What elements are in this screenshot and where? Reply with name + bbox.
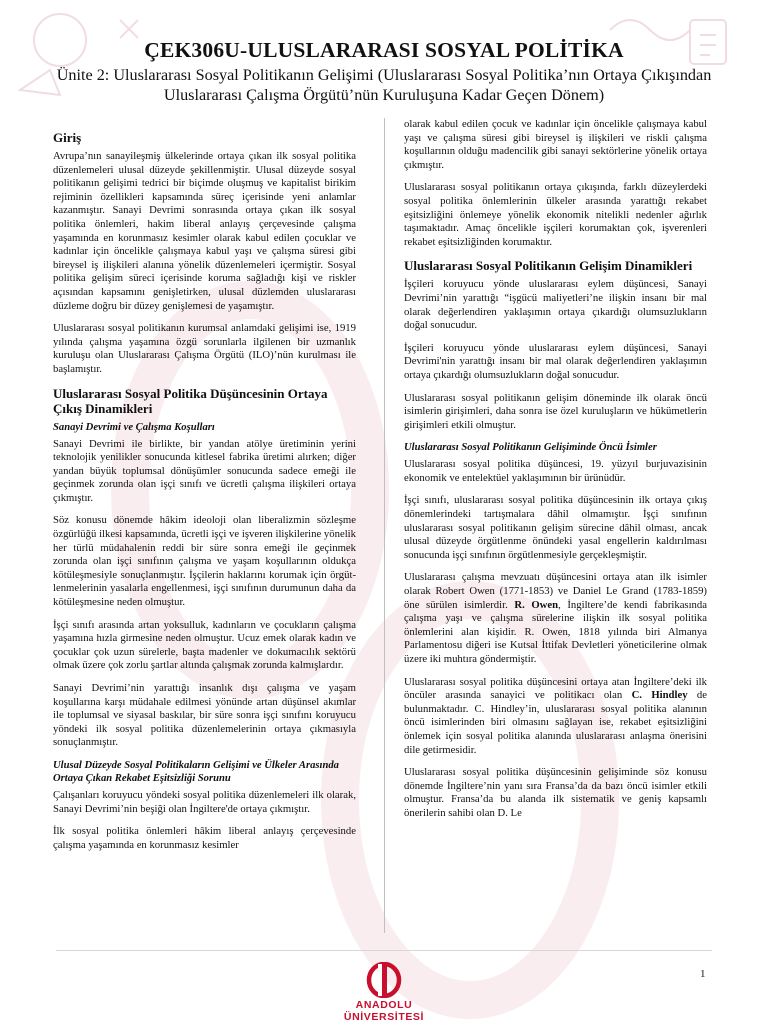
paragraph: olarak kabul edilen çocuk ve kadınlar için öncelikle çalışmaya kabul yaşı ve çalışma süresi gibi bireysel iş ilişkileri ve riskli çalışma koşullarının olduğu madencilik gibi sanayi sektörlerine yönelik ortaya çıkmıştır. bbox=[404, 118, 707, 171]
paragraph: İşçi sınıfı, uluslararası sosyal politika düşüncesinin ilk ortaya çıkış dönemlerindeki tartışmalara dâhil olmamıştır. İşçi sınıfının uluslararası sosyal politikanın gelişim sürecine dâhil olması, ancak ulusal düzeyde örgütlenme önündeki yasal engellerin kaldırılması sonucunda işçi sınıfının örgütlenmesiyle gerçekleşmiştir. bbox=[404, 494, 707, 561]
paragraph: Avrupa’nın sanayileşmiş ülkelerinde ortaya çıkan ilk sosyal politika düzenlemeleri ulusal düzeyde şekillenmiştir. Ulusal düzeyde sosyal politikanın gelişimi tedrici bir biçimde oluşmuş ve kapitalist birikim rejiminin özellikleri kapsamında süreç içerisinde yeni anlamlar kazanmıştır. Sanayi Devrimi sonrasında ortaya çıkan ilk sosyal politika önlemleri, hakim liberal anlayış çerçevesinde çalışma yaşamında en korunmasız kesimler olarak kabul edilen çocuklar ve kadınlar için öncelikle çalışmaya kabul yaşı ve çalışma süresi gibi bireysel iş ilişkileri alanına yönelik düzenlemeleri içermiştir. Sosyal politika gelişim süreci içerisinde koruma sağladığı kişi ve riskler açısından kapsamını genişletirken, ulusal düzlemden uluslararası düzleme doğru bir düzey genişlemesi de yaşamıştır. bbox=[53, 150, 356, 312]
paragraph: Sanayi Devrimi ile birlikte, bir yandan atölye üretiminin yerini teknolojik yenilikler sonucunda kitlesel fabrika üretimi alırken; diğer yandan büyük toplumsal dönüşümler sonucunda sadece emeği ile geçinmek zorunda olan işçi sınıfı ve ücretli çalışma ilişkileri ortaya çıkmıştır. bbox=[53, 437, 356, 504]
paragraph: Uluslararası sosyal politika düşüncesi, 19. yüzyıl burjuvazisinin ekonomik ve entelektüel yaklaşımının bir ürünüdür. bbox=[404, 458, 707, 484]
text-run: , İngiltere’de kendi fabrikasında çalışma yaşı ve çalışma sürelerine ilişkin ilk sosyal politika önlemlerini alan kişidir. R. Owen, 1818 yılında biri Almanya Parlamentosu diğeri ise Kutsal İttifak Devletleri yöneticilerine olmak üzere iki muhtıra göndermiştir. bbox=[404, 598, 707, 665]
paragraph: Sanayi Devrimi’nin yarattığı insanlık dışı çalışma ve yaşam koşullarına karşı müdahale edilmesi yönünde artan düşünsel akımlar ile toplumsal ve siyasal baskılar, bir süre sonra işçi sınıfını koruyucu yöndeki ilk sosyal politika düzenlemelerinin ortaya çıkmasıyla sonuçlanmıştır. bbox=[53, 682, 356, 749]
text-run: Uluslararası sosyal politika düşüncesini ortaya atan İngiltere’deki ilk öncüler arasında sanayici ve politikacı olan bbox=[404, 675, 707, 702]
name-c-hindley: C. Hindley bbox=[631, 689, 688, 702]
anadolu-logo-icon bbox=[334, 962, 434, 998]
unit-subtitle: Ünite 2: Uluslararası Sosyal Politikanın Gelişimi (Uluslararası Sosyal Politika’nın Ortaya Çıkışından Uluslararası Çalışma Örgütü’nün Kuruluşuna Kadar Geçen Dönem) bbox=[56, 66, 712, 104]
paragraph: İşçileri koruyucu yönde uluslararası eylem düşüncesi, Sanayi Devrimi'nin yarattığı insanı bir mal olarak değerlendiren yaklaşımın ortaya çıkardığı olumsuzlukların doğal sonucudur. bbox=[404, 341, 707, 381]
heading-dusunce-dinamikleri: Uluslararası Sosyal Politika Düşüncesinin Ortaya Çıkış Dinamikleri bbox=[53, 385, 328, 416]
university-logo bbox=[334, 962, 434, 1023]
paragraph: Uluslararası sosyal politikanın gelişim döneminde ilk olarak öncü isimlerin girişimleri, daha sonra ise özel kuruluşların ve hükümetlerin girişimleri etkili olmuştur. bbox=[404, 391, 707, 431]
paragraph: Uluslararası sosyal politikanın kurumsal anlamdaki gelişimi ise, 1919 yılında çalışma yaşamına özgü sorunlarla ilgilenen bir uzmanlık kuruluşu olan Uluslararası Çalışma Örgütü (ILO)’nün kurulması ile başlamıştır. bbox=[53, 322, 356, 375]
heading-giris: Giriş bbox=[53, 130, 82, 145]
paragraph-owen bbox=[404, 571, 707, 666]
paragraph: Çalışanları koruyucu yöndeki sosyal politika düzenlemeleri ilk olarak, Sanayi Devrimi’nin beşiği olan İngiltere'de ortaya çıkmıştır. bbox=[53, 788, 356, 815]
subheading-oncu-isimler: Uluslararası Sosyal Politikanın Gelişiminde Öncü İsimler bbox=[404, 442, 657, 454]
footer-divider bbox=[56, 950, 712, 951]
text-run: Uluslararası çalışma mevzuatı düşüncesini ortaya atan ilk isimler olarak Robert Owen (1771-1853) ve Daniel Le Grand (1783-1859) öne sürülen isimlerdir. bbox=[404, 571, 707, 611]
subheading-ulusal-duzey: Ulusal Düzeyde Sosyal Politikaların Gelişimi ve Ülkeler Arasında Ortaya Çıkan Rekabet Eşitsizliği Sorunu bbox=[53, 759, 339, 784]
paragraph: Söz konusu dönemde hâkim ideoloji olan liberalizmin sözleşme özgürlüğü ilkesi kapsamında, ücretli işçi ve işveren ilişkilerine yönelik her türlü müdahalenin reddi bir süre sonra emeği ile geçinmek zorunda olan işçi sınıfının çalışma ve yaşam koşullarının oldukça kötüleşmesiyle sonuçlanmıştır. İşçilerin haklarını korumak için örgütlenmelerinin yasalarla engellenmesi, işçi sınıfının durumunun daha da kötüleşmesine neden olmuştur. bbox=[53, 514, 356, 609]
column-divider bbox=[384, 118, 385, 933]
university-name: ANADOLU ÜNİVERSİTESİ bbox=[343, 999, 425, 1023]
document-header bbox=[0, 38, 768, 105]
paragraph: Uluslararası sosyal politika düşüncesinin gelişiminde söz konusu dönemde İngiltere’nin yanı sıra Fransa’da da bazı öncü isimler etkili olmuştur. Fransa’da bu alanda ilk sistematik ve geniş kapsamlı önerilerin sahibi olan D. Le bbox=[404, 766, 707, 819]
paragraph: İşçileri koruyucu yönde uluslararası eylem düşüncesi, Sanayi Devrimi’nin yarattığı “işgücü maliyetleri’ne ilişkin insanı bir mal olarak değerlendiren yaklaşımın ortaya çıkardığı olumsuzlukların doğal sonucudur. bbox=[404, 278, 707, 332]
name-r-owen: R. Owen bbox=[514, 598, 559, 611]
paragraph-hindley bbox=[404, 676, 707, 758]
subheading-sanayi-devrimi: Sanayi Devrimi ve Çalışma Koşulları bbox=[53, 421, 215, 433]
paragraph: İlk sosyal politika önlemleri hâkim liberal anlayış çerçevesinde çalışma yaşamında en korunmasız kesimler bbox=[53, 825, 356, 851]
document-title: ÇEK306U-ULUSLARARASI SOSYAL POLİTİKA bbox=[144, 38, 624, 62]
right-column bbox=[404, 118, 707, 830]
heading-gelisim-dinamikleri: Uluslararası Sosyal Politikanın Gelişim Dinamikleri bbox=[404, 258, 693, 274]
page-number: 1 bbox=[700, 968, 706, 980]
paragraph: Uluslararası sosyal politikanın ortaya çıkışında, farklı düzeylerdeki sosyal politika önlemlerinin ülkeler arasında yarattığı rekabet eşitsizliğini önlemeye yönelik ekonomik nitelikli nedenler ağırlık taşımaktadır. Amaç öncelikle işçileri korumaktan çok, işverenleri rekabet eşitsizliğinden korumaktır. bbox=[404, 181, 707, 248]
left-column bbox=[53, 126, 356, 861]
text-run: de bulunmaktadır. C. Hindley’in, uluslararası sosyal politika alanının öncü isimlerinden biri olmasını sağlayan ise, rekabet eşitsizliğini önlemek için sosyal politika alanında uluslararası anlaşma önerisini dile getirmesidir. bbox=[404, 689, 707, 756]
paragraph: İşçi sınıfı arasında artan yoksulluk, kadınların ve çocukların çalışma yaşamına hızla girmesine neden olmuştur. Ucuz emek olarak kadın ve çocuklar çok uzun sürelerle, başta madenler ve dokumacılık sektörü olmak üzere çok zorlu şartlar altında çalışmak zorunda kalmışlardır. bbox=[53, 618, 356, 672]
